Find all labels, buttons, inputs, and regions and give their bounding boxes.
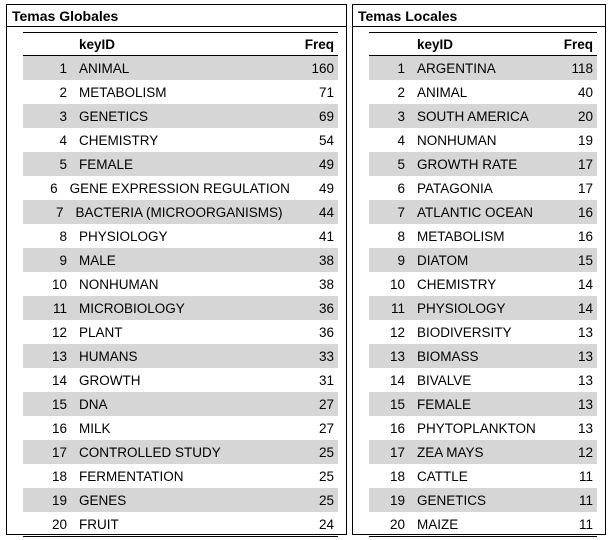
row-freq: 49 [318, 180, 334, 196]
row-number: 10 [51, 276, 67, 292]
row-number: 8 [59, 228, 67, 244]
table-body [23, 56, 338, 536]
table-row [23, 248, 338, 272]
row-keyid: BIODIVERSITY [417, 324, 512, 340]
row-keyid: HUMANS [79, 348, 138, 364]
row-keyid: METABOLISM [417, 228, 505, 244]
row-keyid: FEMALE [79, 156, 134, 172]
row-freq: 20 [577, 108, 593, 124]
row-freq: 17 [577, 156, 593, 172]
row-number: 4 [59, 132, 67, 148]
row-freq: 38 [318, 276, 334, 292]
table-row [369, 488, 597, 512]
row-freq: 54 [318, 132, 334, 148]
row-number: 2 [397, 84, 405, 100]
row-freq: 44 [318, 204, 334, 220]
row-freq: 38 [318, 252, 334, 268]
row-keyid: GENETICS [79, 108, 149, 124]
table-row [23, 488, 338, 512]
row-freq: 14 [577, 276, 593, 292]
table-row [23, 440, 338, 464]
local-topics-panel [352, 4, 606, 535]
global-topics-table [23, 32, 338, 537]
row-keyid: PHYSIOLOGY [79, 228, 168, 244]
row-freq: 41 [318, 228, 334, 244]
table-bottom-rule [23, 536, 338, 537]
row-freq: 16 [577, 228, 593, 244]
row-freq: 11 [578, 468, 593, 484]
row-number: 11 [52, 300, 67, 316]
table-row [23, 80, 338, 104]
row-number: 3 [397, 108, 405, 124]
row-keyid: PHYSIOLOGY [417, 300, 506, 316]
row-keyid: FEMALE [417, 396, 472, 412]
row-freq: 19 [577, 132, 593, 148]
table-row [23, 344, 338, 368]
table-row [369, 56, 597, 80]
table-row [369, 176, 597, 200]
table-row [369, 272, 597, 296]
table-row [23, 368, 338, 392]
table-row [23, 224, 338, 248]
row-number: 1 [59, 60, 67, 76]
table-row [23, 464, 338, 488]
row-number: 19 [389, 492, 405, 508]
table-row [369, 440, 597, 464]
table-row [23, 200, 338, 224]
row-number: 9 [397, 252, 405, 268]
row-freq: 14 [577, 300, 593, 316]
row-keyid: ZEA MAYS [417, 444, 484, 460]
row-number: 15 [389, 396, 405, 412]
row-freq: 27 [318, 396, 334, 412]
row-keyid: GENES [79, 492, 127, 508]
row-number: 16 [389, 420, 405, 436]
table-row [23, 272, 338, 296]
row-keyid: NONHUMAN [417, 132, 497, 148]
table-header [369, 32, 597, 56]
header-keyid: keyID [417, 36, 454, 52]
table-row [369, 344, 597, 368]
row-keyid: CHEMISTRY [79, 132, 159, 148]
row-keyid: GENE EXPRESSION REGULATION [69, 180, 290, 196]
row-freq: 36 [318, 324, 334, 340]
row-number: 17 [51, 444, 67, 460]
table-row [369, 200, 597, 224]
row-number: 1 [397, 60, 405, 76]
row-keyid: PATAGONIA [417, 180, 493, 196]
row-freq: 16 [577, 204, 593, 220]
row-number: 2 [59, 84, 67, 100]
table-row [369, 368, 597, 392]
table-bottom-rule [369, 536, 597, 537]
row-number: 16 [51, 420, 67, 436]
header-freq: Freq [304, 36, 334, 52]
row-freq: 11 [578, 492, 593, 508]
row-number: 13 [51, 348, 67, 364]
row-freq: 160 [311, 60, 334, 76]
table-row [23, 296, 338, 320]
table-row [23, 512, 338, 536]
row-keyid: ANIMAL [417, 84, 468, 100]
row-keyid: FRUIT [79, 516, 119, 532]
row-freq: 36 [318, 300, 334, 316]
table-row [369, 512, 597, 536]
row-keyid: MAIZE [417, 516, 459, 532]
row-keyid: BIVALVE [417, 372, 472, 388]
row-number: 14 [389, 372, 405, 388]
table-row [23, 104, 338, 128]
row-freq: 33 [318, 348, 334, 364]
row-keyid: BACTERIA (MICROORGANISMS) [75, 204, 283, 220]
row-number: 8 [397, 228, 405, 244]
row-freq: 13 [577, 372, 593, 388]
row-number: 19 [51, 492, 67, 508]
row-keyid: CONTROLLED STUDY [79, 444, 221, 460]
row-keyid: NONHUMAN [79, 276, 159, 292]
row-keyid: MILK [79, 420, 111, 436]
table-row [23, 176, 338, 200]
row-keyid: FERMENTATION [79, 468, 184, 484]
row-freq: 13 [577, 396, 593, 412]
row-freq: 24 [318, 516, 334, 532]
row-number: 3 [59, 108, 67, 124]
row-number: 20 [51, 516, 67, 532]
table-row [369, 80, 597, 104]
row-keyid: CHEMISTRY [417, 276, 497, 292]
row-freq: 25 [318, 444, 334, 460]
row-keyid: METABOLISM [79, 84, 167, 100]
header-keyid: keyID [79, 36, 116, 52]
row-keyid: SOUTH AMERICA [417, 108, 529, 124]
table-header [23, 32, 338, 56]
row-number: 12 [389, 324, 405, 340]
row-keyid: PLANT [79, 324, 123, 340]
row-freq: 27 [318, 420, 334, 436]
table-row [369, 464, 597, 488]
table-row [23, 320, 338, 344]
row-number: 13 [389, 348, 405, 364]
row-keyid: PHYTOPLANKTON [417, 420, 536, 436]
row-keyid: DIATOM [417, 252, 469, 268]
row-freq: 13 [577, 348, 593, 364]
table-row [369, 416, 597, 440]
row-freq: 17 [577, 180, 593, 196]
row-keyid: MALE [79, 252, 116, 268]
row-freq: 13 [577, 420, 593, 436]
row-freq: 118 [571, 60, 593, 76]
row-number: 5 [397, 156, 405, 172]
row-keyid: GROWTH RATE [417, 156, 518, 172]
row-freq: 40 [577, 84, 593, 100]
row-number: 18 [51, 468, 67, 484]
row-freq: 12 [577, 444, 593, 460]
table-row [23, 392, 338, 416]
table-row [369, 128, 597, 152]
table-row [369, 104, 597, 128]
global-topics-panel [6, 4, 347, 535]
row-number: 14 [51, 372, 67, 388]
panel-title: Temas Globales [7, 5, 346, 27]
row-number: 17 [389, 444, 405, 460]
header-freq: Freq [563, 36, 593, 52]
row-number: 20 [389, 516, 405, 532]
row-freq: 25 [318, 492, 334, 508]
table-row [23, 56, 338, 80]
row-freq: 15 [577, 252, 593, 268]
row-freq: 31 [318, 372, 334, 388]
row-keyid: ANIMAL [79, 60, 130, 76]
row-number: 7 [397, 204, 405, 220]
row-freq: 71 [318, 84, 334, 100]
panel-title: Temas Locales [353, 5, 605, 27]
table-row [23, 152, 338, 176]
table-row [23, 128, 338, 152]
row-keyid: GROWTH [79, 372, 141, 388]
row-freq: 11 [578, 516, 593, 532]
row-keyid: DNA [79, 396, 108, 412]
row-keyid: BIOMASS [417, 348, 479, 364]
row-number: 7 [55, 204, 64, 220]
row-number: 9 [59, 252, 67, 268]
row-freq: 13 [577, 324, 593, 340]
row-number: 10 [389, 276, 405, 292]
row-number: 15 [51, 396, 67, 412]
table-row [369, 320, 597, 344]
row-freq: 49 [318, 156, 334, 172]
table-row [369, 248, 597, 272]
row-number: 12 [51, 324, 67, 340]
row-freq: 69 [318, 108, 334, 124]
row-number: 11 [390, 300, 405, 316]
table-row [369, 152, 597, 176]
row-freq: 25 [318, 468, 334, 484]
local-topics-table [369, 32, 597, 537]
row-number: 18 [389, 468, 405, 484]
row-keyid: CATTLE [417, 468, 468, 484]
row-number: 6 [50, 180, 58, 196]
row-number: 6 [397, 180, 405, 196]
row-number: 4 [397, 132, 405, 148]
row-keyid: MICROBIOLOGY [79, 300, 185, 316]
row-number: 5 [59, 156, 67, 172]
row-keyid: GENETICS [417, 492, 487, 508]
row-keyid: ATLANTIC OCEAN [417, 204, 534, 220]
table-row [23, 416, 338, 440]
table-row [369, 224, 597, 248]
table-row [369, 296, 597, 320]
table-row [369, 392, 597, 416]
table-body [369, 56, 597, 536]
row-keyid: ARGENTINA [417, 60, 496, 76]
